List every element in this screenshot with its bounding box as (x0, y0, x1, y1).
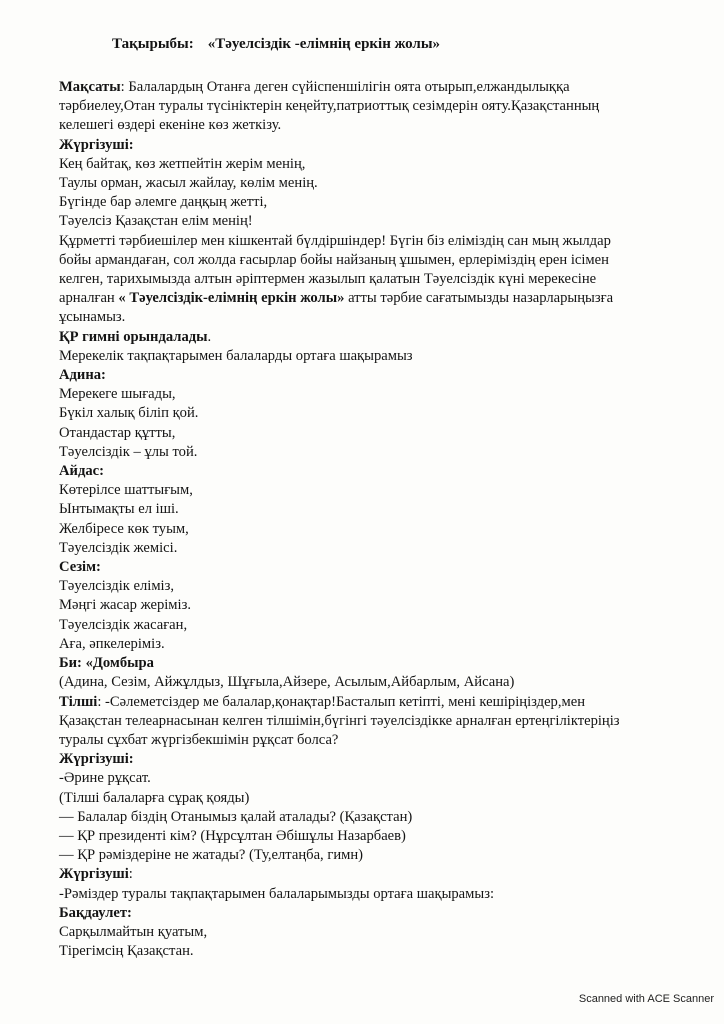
bold-text: « Тәуелсіздік-елімнің еркін жолы» (118, 290, 345, 307)
text: Көтерілсе шаттығым, (59, 482, 193, 499)
text: Мерекеге шығады, (59, 386, 176, 403)
text: — Балалар біздің Отанымыз қалай аталады? (Қазақстан) (59, 808, 413, 825)
text-line (59, 212, 709, 231)
bold-text: Сезім: (59, 559, 101, 576)
text-line (59, 136, 709, 155)
bold-text: Жүргізуші (59, 866, 129, 883)
text: : (128, 866, 133, 883)
bold-text: Адина: (59, 367, 106, 384)
text-line (59, 385, 709, 404)
text-line (59, 885, 709, 904)
text: Аға, әпкелеріміз. (59, 635, 165, 652)
text-line (59, 308, 709, 327)
bold-text: Би: «Домбыра (59, 655, 154, 672)
text-line (59, 97, 709, 116)
text: Тәуелсіздік жасаған, (59, 616, 188, 633)
text-line (59, 289, 709, 308)
text: Тәуелсіздік – ұлы той. (59, 443, 198, 460)
text-line (59, 424, 709, 443)
text: — ҚР президенті кім? (Нұрсұлтан Әбішұлы Назарбаев) (59, 827, 406, 844)
text-line (59, 232, 709, 251)
text-line (59, 443, 709, 462)
topic-label: Тақырыбы: (112, 36, 194, 52)
text-line (59, 904, 709, 923)
text-line (59, 520, 709, 539)
text: бойы армандаған, сол жолда ғасырлар бойы найзаның ұшымен, ерлеріміздің ерен ісімен (59, 251, 609, 268)
text: Ынтымақты ел іші. (59, 501, 179, 518)
text-line (59, 654, 709, 673)
text: -Әрине рұқсат. (59, 770, 151, 787)
text-line (59, 673, 709, 692)
topic-value: «Тәуелсіздік -елімнің еркін жолы» (207, 36, 441, 52)
text: Құрметті тәрбиешілер мен кішкентай бүлдіршіндер! Бүгін біз еліміздің сан мың жылдар (59, 232, 611, 249)
text: (Тілші балаларға сұрақ қояды) (59, 789, 250, 806)
text: Сарқылмайтын қуатым, (59, 923, 208, 940)
text: Желбіресе көк туым, (59, 520, 189, 537)
page-title (112, 36, 440, 53)
text: арналған (59, 290, 119, 307)
text-line (59, 827, 709, 846)
text: келген, тарихымызда алтын әріптермен жазылып қалатын Тәуелсіздік күні мерекесіне (59, 271, 597, 288)
text-line (59, 942, 709, 961)
bold-text: Бақдаулет: (59, 904, 132, 921)
text: Бүкіл халық біліп қой. (59, 405, 199, 422)
text-line (59, 481, 709, 500)
text-line (59, 193, 709, 212)
bold-text: Жүргізуші: (59, 751, 134, 768)
bold-text: ҚР гимні орындалады (59, 328, 208, 345)
text: — ҚР рәміздеріне не жатады? (Ту,елтаңба, гимн) (59, 847, 364, 864)
text-line (59, 539, 709, 558)
text-line (59, 789, 709, 808)
text-line (59, 577, 709, 596)
text-line (59, 808, 709, 827)
text-line (59, 116, 709, 135)
text: ұсынамыз. (59, 309, 126, 326)
document-body (59, 78, 709, 961)
text-line (59, 616, 709, 635)
text: Қазақстан телеарнасынан келген тілшімін,бүгінгі тәуелсіздікке арналған ертеңгіліктеріңіз (59, 712, 620, 729)
text-line (59, 865, 709, 884)
text-line (59, 923, 709, 942)
text: Тірегімсің Қазақстан. (59, 943, 194, 960)
text-line (59, 635, 709, 654)
text-line (59, 462, 709, 481)
text: . (207, 328, 212, 345)
text-line (59, 500, 709, 519)
text: туралы сұхбат жүргізбекшімін рұқсат болса? (59, 731, 339, 748)
scanner-watermark: Scanned with ACE Scanner (578, 993, 714, 1005)
text-line (59, 693, 709, 712)
text-line (59, 769, 709, 788)
text: атты тәрбие сағатымызды назарларыңызға (344, 290, 614, 307)
text-line (59, 174, 709, 193)
bold-text: Тілші (59, 693, 98, 710)
text-line (59, 347, 709, 366)
text: тәрбиелеу,Отан туралы түсініктерін кеңейту,патриоттық сезімдерін ояту.Қазақстанның (59, 98, 600, 115)
text: Тәуелсіз Қазақстан елім менің! (59, 213, 253, 230)
text: Тәуелсіздік жемісі. (59, 539, 178, 556)
bold-text: Айдас: (59, 463, 104, 480)
text: Тәуелсіздік еліміз, (59, 578, 175, 595)
bold-text: Мақсаты (59, 79, 121, 95)
text: Мерекелік тақпақтарымен балаларды ортаға шақырамыз (59, 347, 413, 364)
text: Отандастар құтты, (59, 424, 176, 441)
text-line (59, 731, 709, 750)
text-line (59, 155, 709, 174)
text: : Балалардың Отанға деген сүйіспеншілігін оята отырып,елжандылыққа (120, 79, 570, 95)
text: Таулы орман, жасыл жайлау, көлім менің. (59, 175, 318, 192)
text: Бүгінде бар әлемге даңқың жетті, (59, 194, 268, 211)
text-line (59, 558, 709, 577)
text-line (59, 270, 709, 289)
text-line (59, 328, 709, 347)
text-line (59, 251, 709, 270)
text-line (59, 596, 709, 615)
text: : -Сәлеметсіздер ме балалар,қонақтар!Басталып кетіпті, мені кешіріңіздер,мен (97, 693, 586, 710)
text-line (59, 404, 709, 423)
text: Кең байтақ, көз жетпейтін жерім менің, (59, 155, 306, 172)
text-line (59, 366, 709, 385)
text: -Рәміздер туралы тақпақтарымен балаларымызды ортаға шақырамыз: (59, 885, 495, 902)
text-line (59, 846, 709, 865)
bold-text: Жүргізуші: (59, 136, 134, 153)
text: (Адина, Сезім, Айжұлдыз, Шұғыла,Айзере, Асылым,Айбарлым, Айсана) (59, 674, 515, 691)
text-line (59, 750, 709, 769)
text-line (59, 712, 709, 731)
text: келешегі өздері екеніне көз жеткізу. (59, 117, 282, 134)
text: Мәңгі жасар жеріміз. (59, 597, 192, 614)
text-line (59, 78, 709, 97)
